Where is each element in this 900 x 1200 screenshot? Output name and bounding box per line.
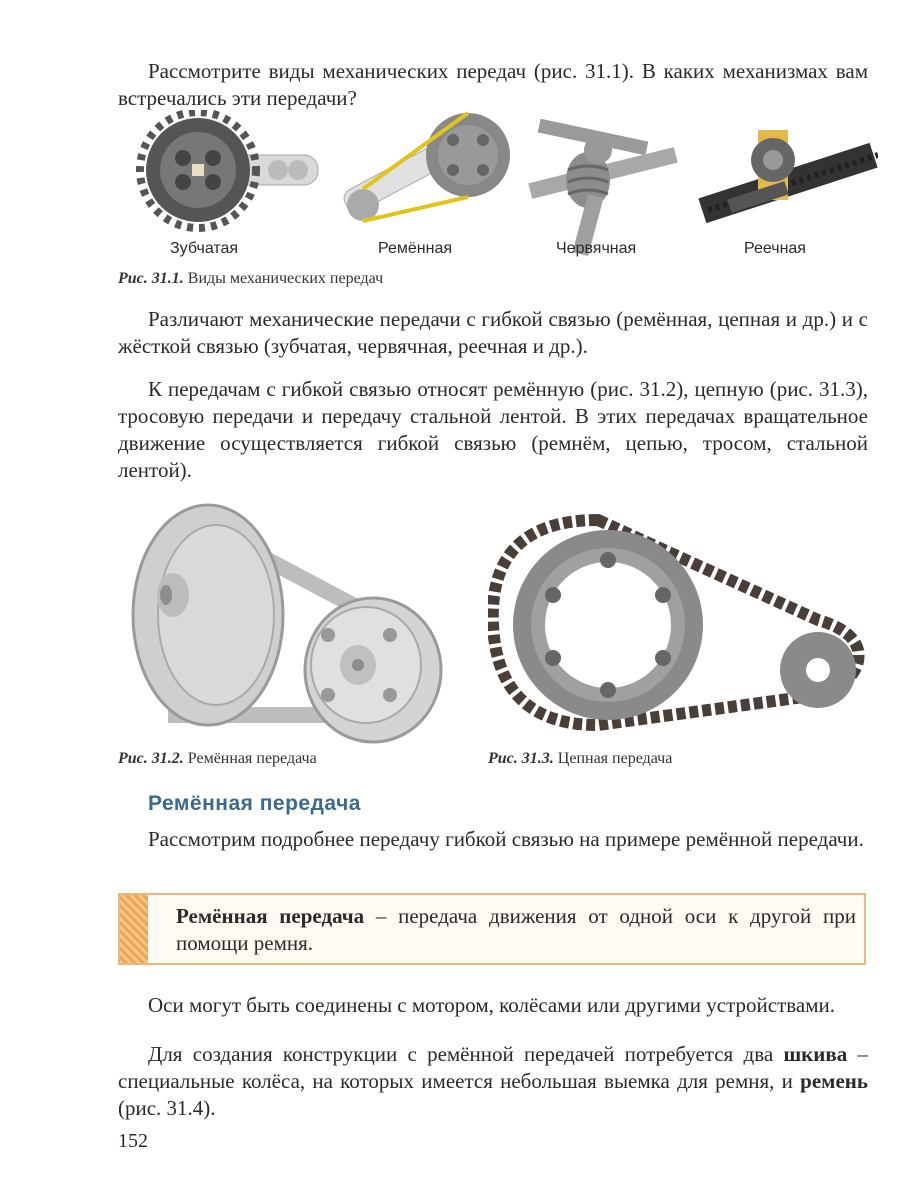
- pulleys-term: шкива: [783, 1042, 848, 1066]
- worm-gear-image: [528, 119, 677, 256]
- gear-label-rack: Реечная: [744, 240, 806, 257]
- paragraph-flexible-types: К передачам с гибкой связью относят ремённую (рис. 31.2), цепную (рис. 31.3), тросовую передачи и передачу стальной лентой. В этих передачах вращательное движение осуществляется гибкой связью (ремнём, цепью, тросом, стальной лентой).: [118, 377, 868, 482]
- spur-gear-image: [140, 112, 318, 228]
- paragraph-belt-intro: Рассмотрим подробнее передачу гибкой связью на примере ремённой передачи.: [148, 827, 864, 851]
- definition-term: Ремённая передача: [176, 904, 365, 928]
- belt-gear-image: [341, 113, 510, 221]
- definition-strip: [120, 895, 148, 963]
- belt-term: ремень: [800, 1069, 868, 1093]
- pulleys-text-e: (рис. 31.4).: [118, 1096, 216, 1120]
- paragraph-axes: Оси могут быть соединены с мотором, колёсами или другими устройствами.: [148, 993, 835, 1017]
- figure-31-2-number: Рис. 31.2.: [118, 750, 184, 767]
- gear-label-worm: Червячная: [556, 240, 637, 257]
- figure-31-1-text: Виды механических передач: [187, 270, 384, 287]
- figure-31-1-caption: [118, 270, 383, 288]
- section-title: Ремённая передача: [148, 792, 361, 815]
- belt-drive-image: [128, 495, 458, 745]
- figure-31-2-text: Ремённая передача: [187, 750, 317, 767]
- rack-gear-image: [698, 130, 878, 223]
- figure-31-2-caption: [118, 750, 317, 768]
- definition-body: – передача движения от одной оси к другой при помощи ремня.: [176, 904, 857, 955]
- figure-31-3-caption: [488, 750, 672, 768]
- gear-label-belt: Ремённая: [378, 240, 452, 257]
- pulleys-text-c: – специальные колёса, на которых имеется небольшая выемка для ремня, и: [118, 1042, 869, 1093]
- chain-drive-image: [488, 510, 868, 735]
- figure-31-3-text: Цепная передача: [557, 750, 673, 767]
- intro-paragraph: Рассмотрите виды механических передач (рис. 31.1). В каких механизмах вам встречались эти передачи?: [118, 59, 868, 110]
- definition-text: [176, 903, 856, 957]
- gear-label-spur: Зубчатая: [170, 240, 239, 257]
- page-number: 152: [118, 1130, 148, 1152]
- definition-box: [118, 893, 866, 965]
- figure-31-3-number: Рис. 31.3.: [488, 750, 554, 767]
- paragraph-pulleys: [118, 1041, 868, 1122]
- paragraph-flexible-rigid: Различают механические передачи с гибкой связью (ремённая, цепная и др.) и с жёсткой связью (зубчатая, червячная, реечная и др.).: [118, 307, 868, 358]
- pulleys-text-a: Для создания конструкции с ремённой передачей потребуется два: [148, 1042, 784, 1066]
- figure-31-1-number: Рис. 31.1.: [118, 270, 184, 287]
